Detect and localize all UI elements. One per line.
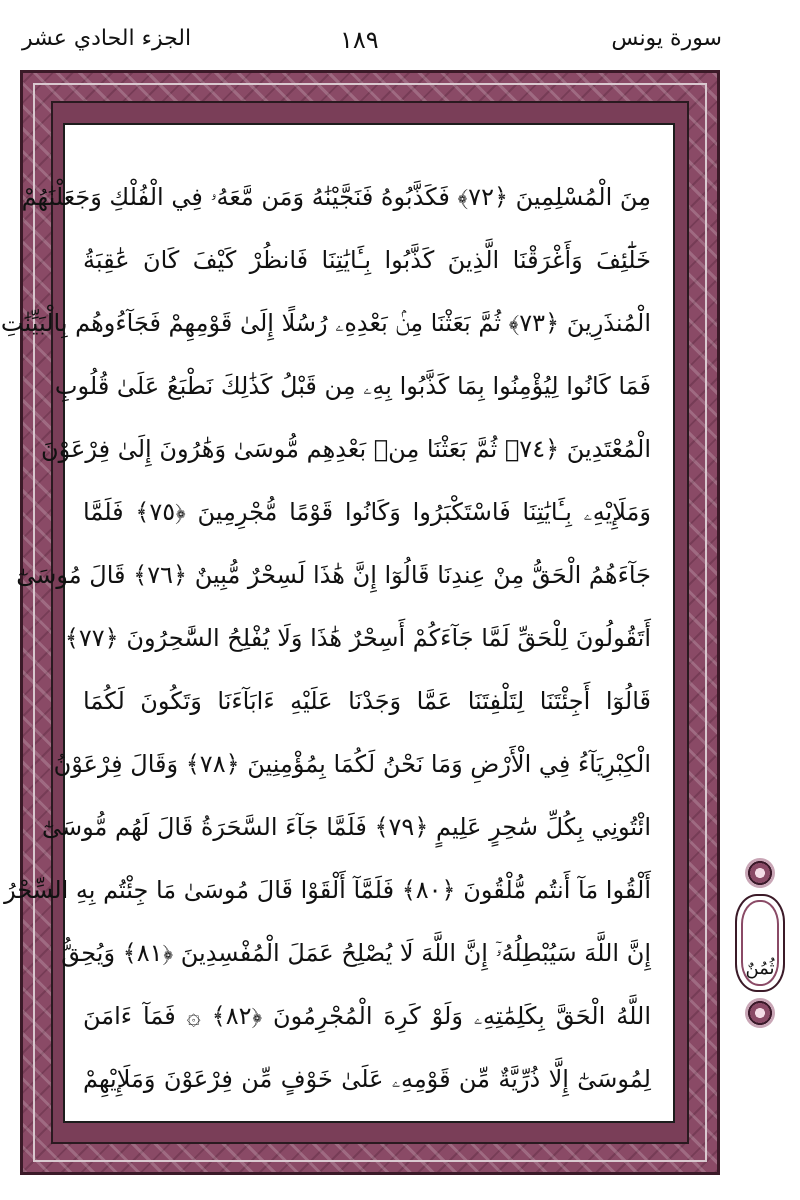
text-panel [0, 123, 675, 1123]
verse-line-12: أَلْقُوا مَآ أَنتُم مُّلْقُونَ ﴿٨٠﴾ فَلَمَّآ أَلْقَوْا قَالَ مُوسَىٰ مَا جِئْتُم بِهِ السِّحْرُ [4, 876, 651, 904]
surah-title: سورة يونس [611, 26, 722, 51]
verse-line-6: وَمَلَإِيْهِۦ بِـَٔايَٰتِنَا فَاسْتَكْبَرُوا وَكَانُوا قَوْمًا مُّجْرِمِينَ ﴿٧٥﴾ فَلَمَّا [83, 498, 652, 526]
medallion-bottom-ornament [745, 998, 775, 1028]
hizb-marker-label: ثُمُنٌ [745, 958, 775, 979]
verse-line-10: الْكِبْرِيَآءُ فِي الْأَرْضِ وَمَا نَحْنُ لَكُمَا بِمُؤْمِنِينَ ﴿٧٨﴾ وَقَالَ فِرْعَوْنُ [53, 750, 651, 778]
juz-title: الجزء الحادي عشر [22, 26, 192, 51]
verse-line-5: الْمُعْتَدِينَ ﴿٧٤﴾ ثُمَّ بَعَثْنَا مِنۢ بَعْدِهِم مُّوسَىٰ وَهَٰرُونَ إِلَىٰ فِرْعَوْنَ [41, 435, 651, 463]
ornamental-border [0, 70, 720, 1175]
verse-line-14: اللَّهُ الْحَقَّ بِكَلِمَٰتِهِۦ وَلَوْ كَرِهَ الْمُجْرِمُونَ ﴿٨٢﴾ ۞ فَمَآ ءَامَنَ [83, 1002, 652, 1030]
verse-line-2: خَلَٰٓئِفَ وَأَغْرَقْنَا الَّذِينَ كَذَّبُوا بِـَٔايَٰتِنَا فَانظُرْ كَيْفَ كَانَ عَٰقِبَةُ [83, 246, 651, 274]
verse-line-7: جَآءَهُمُ الْحَقُّ مِنْ عِندِنَا قَالُوٓا إِنَّ هَٰذَا لَسِحْرٌ مُّبِينٌ ﴿٧٦﴾ قَالَ مُوسَىٰٓ [16, 561, 651, 589]
hizb-marker [735, 858, 785, 1028]
verse-line-13: إِنَّ اللَّهَ سَيُبْطِلُهُۥٓ إِنَّ اللَّهَ لَا يُصْلِحُ عَمَلَ الْمُفْسِدِينَ ﴿٨١﴾ وَيُحِقُّ [61, 939, 651, 967]
page-number: ١٨٩ [340, 26, 379, 54]
verse-line-11: ائْتُونِي بِكُلِّ سَٰحِرٍ عَلِيمٍ ﴿٧٩﴾ فَلَمَّا جَآءَ السَّحَرَةُ قَالَ لَهُم مُّوسَىٰٓ [42, 813, 651, 841]
verse-line-1: مِنَ الْمُسْلِمِينَ ﴿٧٢﴾ فَكَذَّبُوهُ فَنَجَّيْنَٰهُ وَمَن مَّعَهُۥ فِي الْفُلْكِ وَجَعَلْنَٰهُمْ [21, 183, 651, 211]
verse-line-15: لِمُوسَىٰٓ إِلَّا ذُرِّيَّةٌ مِّن قَوْمِهِۦ عَلَىٰ خَوْفٍ مِّن فِرْعَوْنَ وَمَلَإِيْهِمْ [83, 1065, 651, 1093]
medallion-top-ornament [745, 858, 775, 888]
verse-line-3: الْمُنذَرِينَ ﴿٧٣﴾ ثُمَّ بَعَثْنَا مِنۢ بَعْدِهِۦ رُسُلًا إِلَىٰ قَوْمِهِمْ فَجَآءُوهُم بِالْبَيِّنَٰتِ [0, 309, 651, 337]
page-header [22, 26, 722, 66]
verse-line-4: فَمَا كَانُوا لِيُؤْمِنُوا بِمَا كَذَّبُوا بِهِۦ مِن قَبْلُ كَذَٰلِكَ نَطْبَعُ عَلَىٰ قُلُوبِ [54, 372, 651, 400]
verse-line-8: أَتَقُولُونَ لِلْحَقِّ لَمَّا جَآءَكُمْ أَسِحْرٌ هَٰذَا وَلَا يُفْلِحُ السَّٰحِرُونَ ﴿٧٧﴾ [64, 624, 651, 652]
verse-line-9: قَالُوٓا أَجِئْتَنَا لِتَلْفِتَنَا عَمَّا وَجَدْنَا عَلَيْهِ ءَابَآءَنَا وَتَكُونَ لَكُمَا [83, 687, 651, 715]
